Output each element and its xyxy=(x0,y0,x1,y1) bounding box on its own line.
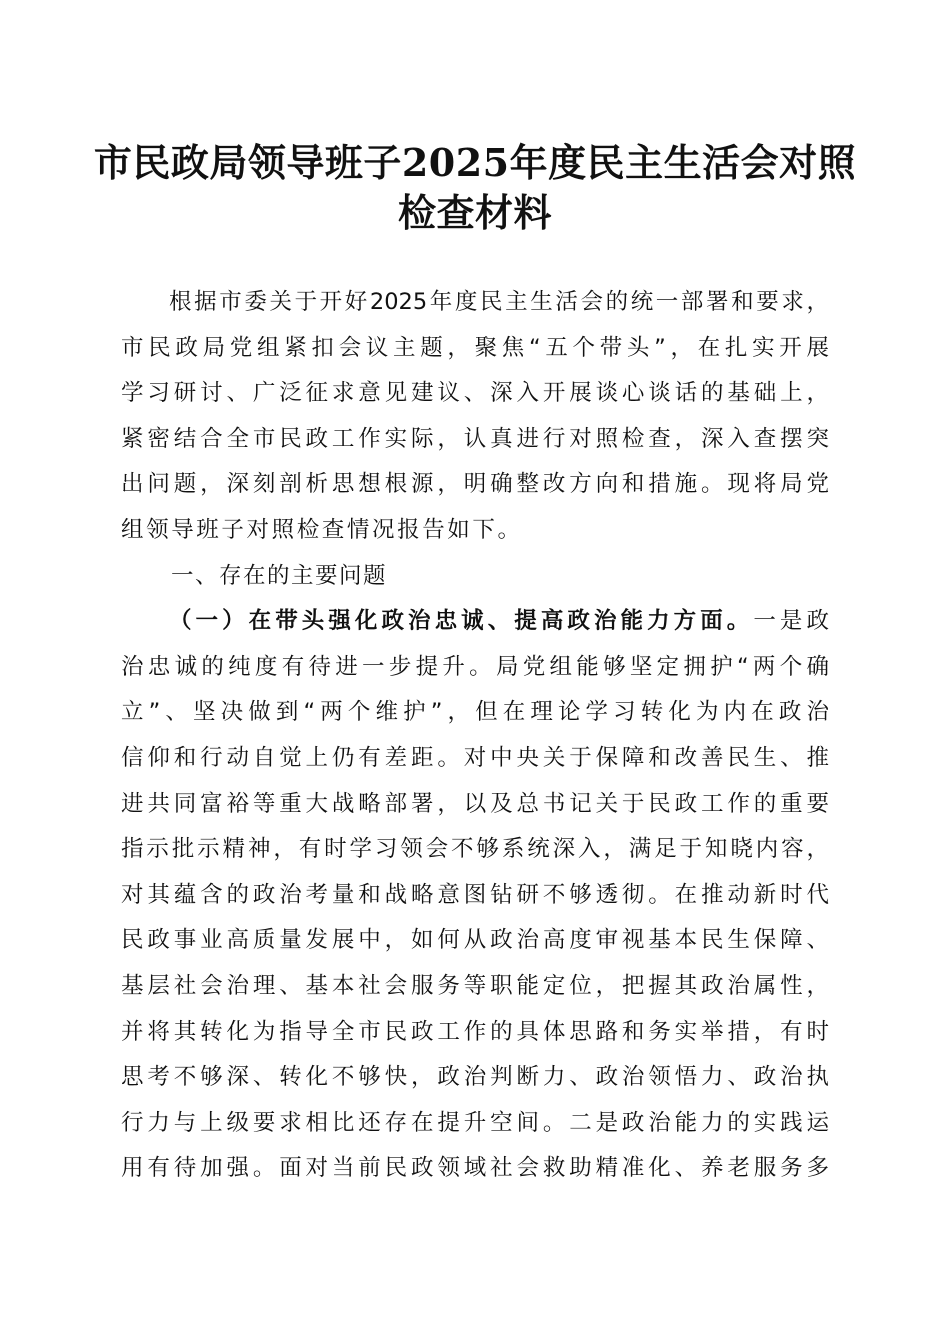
subsection-line: 立”、坚决做到“两个维护”，但在理论学习转化为内在政治 xyxy=(121,699,829,726)
subsection-line: 信仰和行动自觉上仍有差距。对中央关于保障和改善民生、推 xyxy=(121,744,829,771)
title-line-2: 检查材料 xyxy=(397,190,552,235)
intro-line: 市民政局党组紧扣会议主题，聚焦“五个带头”，在扎实开展 xyxy=(121,334,829,361)
subsection-line: 对其蕴含的政治考量和战略意图钻研不够透彻。在推动新时代 xyxy=(121,881,829,908)
intro-line: 出问题，深刻剖析思想根源，明确整改方向和措施。现将局党 xyxy=(121,471,829,498)
subsection-line: 行力与上级要求相比还存在提升空间。二是政治能力的实践运 xyxy=(121,1109,829,1136)
subsection-paragraph xyxy=(121,599,829,1192)
subsection-line: 基层社会治理、基本社会服务等职能定位，把握其政治属性， xyxy=(121,972,829,999)
subsection-line: 用有待加强。面对当前民政领域社会救助精准化、养老服务多 xyxy=(121,1155,829,1182)
intro-paragraph xyxy=(121,280,829,554)
section-heading: 一、存在的主要问题 xyxy=(171,562,388,589)
document-body xyxy=(121,280,829,1192)
title-line-1: 市民政局领导班子2025年度民主生活会对照 xyxy=(93,140,857,185)
subsection-heading: （一）在带头强化政治忠诚、提高政治能力方面。 xyxy=(169,608,754,635)
subsection-line: 进共同富裕等重大战略部署，以及总书记关于民政工作的重要 xyxy=(121,790,829,817)
intro-line: 紧密结合全市民政工作实际，认真进行对照检查，深入查摆突 xyxy=(121,425,829,452)
intro-line: 组领导班子对照检查情况报告如下。 xyxy=(121,516,523,543)
subsection-line: 治忠诚的纯度有待进一步提升。局党组能够坚定拥护“两个确 xyxy=(121,653,829,680)
intro-line: 根据市委关于开好2025年度民主生活会的统一部署和要求， xyxy=(169,289,829,315)
subsection-line: 指示批示精神，有时学习领会不够系统深入，满足于知晓内容， xyxy=(121,836,829,863)
document-title xyxy=(80,138,870,238)
subsection-line: 民政事业高质量发展中，如何从政治高度审视基本民生保障、 xyxy=(121,927,829,954)
subsection-line: 思考不够深、转化不够快，政治判断力、政治领悟力、政治执 xyxy=(121,1064,829,1091)
subsection-first-line xyxy=(121,599,829,645)
intro-line: 学习研讨、广泛征求意见建议、深入开展谈心谈话的基础上， xyxy=(121,380,829,407)
subsection-line: 并将其转化为指导全市民政工作的具体思路和务实举措，有时 xyxy=(121,1018,829,1045)
subsection-first-line-tail: 一是政 xyxy=(753,608,829,635)
